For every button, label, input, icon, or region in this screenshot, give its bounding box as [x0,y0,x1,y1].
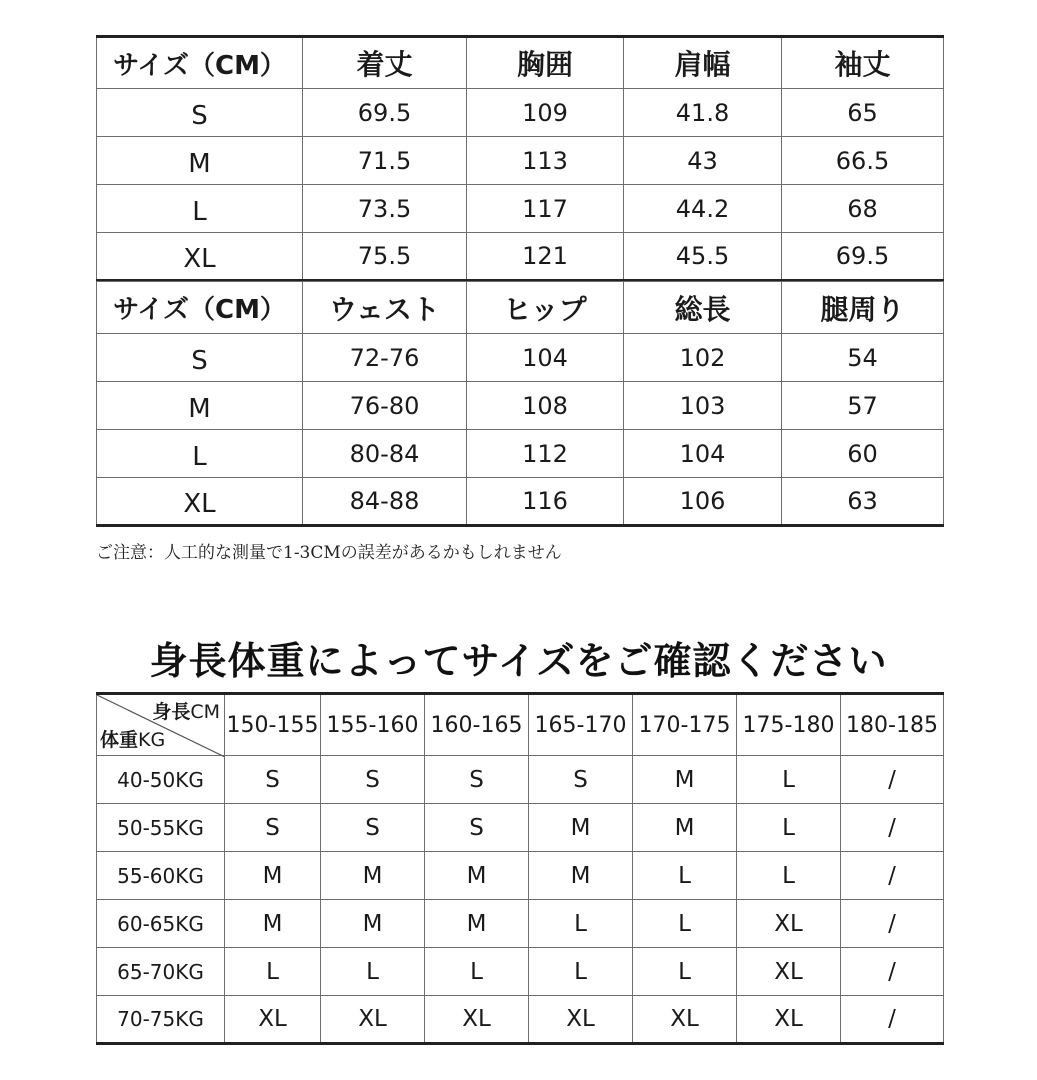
size-cell: M [633,756,737,804]
size-cell: M [225,852,321,900]
size-label: XL [97,233,303,281]
table-cell: 45.5 [624,233,782,281]
table-cell: 69.5 [782,233,944,281]
size-cell: M [529,804,633,852]
size-cell: L [529,900,633,948]
section-title: 身長体重によってサイズをご確認ください [149,639,888,683]
header-sleeve: 袖丈 [782,37,944,89]
table-row [97,996,944,1044]
table-cell: 121 [467,233,624,281]
size-cell: L [425,948,529,996]
size-cell: L [633,852,737,900]
table-cell: 72-76 [303,334,467,382]
corner-weight-label: 体重KG [100,729,166,751]
table-cell: 57 [782,382,944,430]
table-cell: 106 [624,478,782,526]
table-cell: 43 [624,137,782,185]
table-cell: 103 [624,382,782,430]
header-total-length: 総長 [624,282,782,334]
size-cell: L [225,948,321,996]
weight-label: 55-60KG [97,852,225,900]
height-header: 155-160 [321,694,425,756]
size-cell: S [321,804,425,852]
height-weight-table [96,692,944,1045]
table-cell: 80-84 [303,430,467,478]
size-label: XL [97,478,303,526]
size-label: L [97,430,303,478]
table-cell: 76-80 [303,382,467,430]
size-cell: M [633,804,737,852]
table-row [97,334,944,382]
size-cell: L [633,900,737,948]
table-row [97,804,944,852]
table-row [97,756,944,804]
header-thigh: 腿周り [782,282,944,334]
size-cell: S [425,756,529,804]
size-label: S [97,334,303,382]
table-cell: 116 [467,478,624,526]
size-cell: M [425,852,529,900]
size-cell: / [841,900,944,948]
table-cell: 117 [467,185,624,233]
size-cell: XL [225,996,321,1044]
table-cell: 104 [467,334,624,382]
table-cell: 44.2 [624,185,782,233]
table-cell: 71.5 [303,137,467,185]
header-hip: ヒップ [467,282,624,334]
size-table-bottom [96,281,944,527]
size-cell: XL [737,996,841,1044]
header-chest: 胸囲 [467,37,624,89]
size-cell: L [321,948,425,996]
table-row [97,948,944,996]
table-row [97,852,944,900]
size-cell: L [633,948,737,996]
table-cell: 41.8 [624,89,782,137]
table-cell: 68 [782,185,944,233]
table-cell: 102 [624,334,782,382]
size-cell: M [529,852,633,900]
weight-label: 60-65KG [97,900,225,948]
table-row [97,185,944,233]
size-cell: L [737,804,841,852]
table-row [97,89,944,137]
table-row [97,382,944,430]
size-cell: S [321,756,425,804]
table-cell: 69.5 [303,89,467,137]
size-cell: / [841,804,944,852]
table-cell: 65 [782,89,944,137]
size-cell: M [321,852,425,900]
size-table-top [96,35,944,282]
table-cell: 108 [467,382,624,430]
size-cell: L [737,852,841,900]
size-cell: S [225,804,321,852]
header-waist: ウェスト [303,282,467,334]
size-cell: / [841,948,944,996]
corner-header [97,694,225,756]
size-cell: XL [633,996,737,1044]
measurement-note: ご注意：人工的な測量で1-3CMの誤差があるかもしれません [96,543,562,563]
header-size-cm: サイズ（CM） [97,37,303,89]
table-row [97,478,944,526]
table-row [97,137,944,185]
table-cell: 54 [782,334,944,382]
table-cell: 63 [782,478,944,526]
table-cell: 113 [467,137,624,185]
size-label: M [97,137,303,185]
size-cell: XL [737,948,841,996]
corner-height-label: 身長CM [152,701,220,723]
table-cell: 84-88 [303,478,467,526]
weight-label: 50-55KG [97,804,225,852]
table-cell: 109 [467,89,624,137]
weight-label: 40-50KG [97,756,225,804]
weight-label: 70-75KG [97,996,225,1044]
table-cell: 104 [624,430,782,478]
table-cell: 66.5 [782,137,944,185]
table-row [97,233,944,281]
height-header: 165-170 [529,694,633,756]
size-cell: XL [737,900,841,948]
table-cell: 60 [782,430,944,478]
size-cell: S [529,756,633,804]
size-cell: M [321,900,425,948]
size-cell: XL [321,996,425,1044]
size-label: M [97,382,303,430]
size-cell: / [841,996,944,1044]
table-row [97,900,944,948]
height-header: 170-175 [633,694,737,756]
size-cell: XL [529,996,633,1044]
height-header: 160-165 [425,694,529,756]
size-cell: L [529,948,633,996]
size-cell: M [425,900,529,948]
size-cell: M [225,900,321,948]
weight-label: 65-70KG [97,948,225,996]
size-cell: L [737,756,841,804]
height-header: 150-155 [225,694,321,756]
header-shoulder: 肩幅 [624,37,782,89]
table-cell: 112 [467,430,624,478]
size-cell: / [841,852,944,900]
size-cell: S [425,804,529,852]
size-cell: S [225,756,321,804]
table-cell: 73.5 [303,185,467,233]
height-header: 180-185 [841,694,944,756]
table-cell: 75.5 [303,233,467,281]
header-size-cm: サイズ（CM） [97,282,303,334]
size-label: S [97,89,303,137]
size-cell: / [841,756,944,804]
table-row [97,430,944,478]
size-cell: XL [425,996,529,1044]
height-header: 175-180 [737,694,841,756]
size-label: L [97,185,303,233]
header-length: 着丈 [303,37,467,89]
